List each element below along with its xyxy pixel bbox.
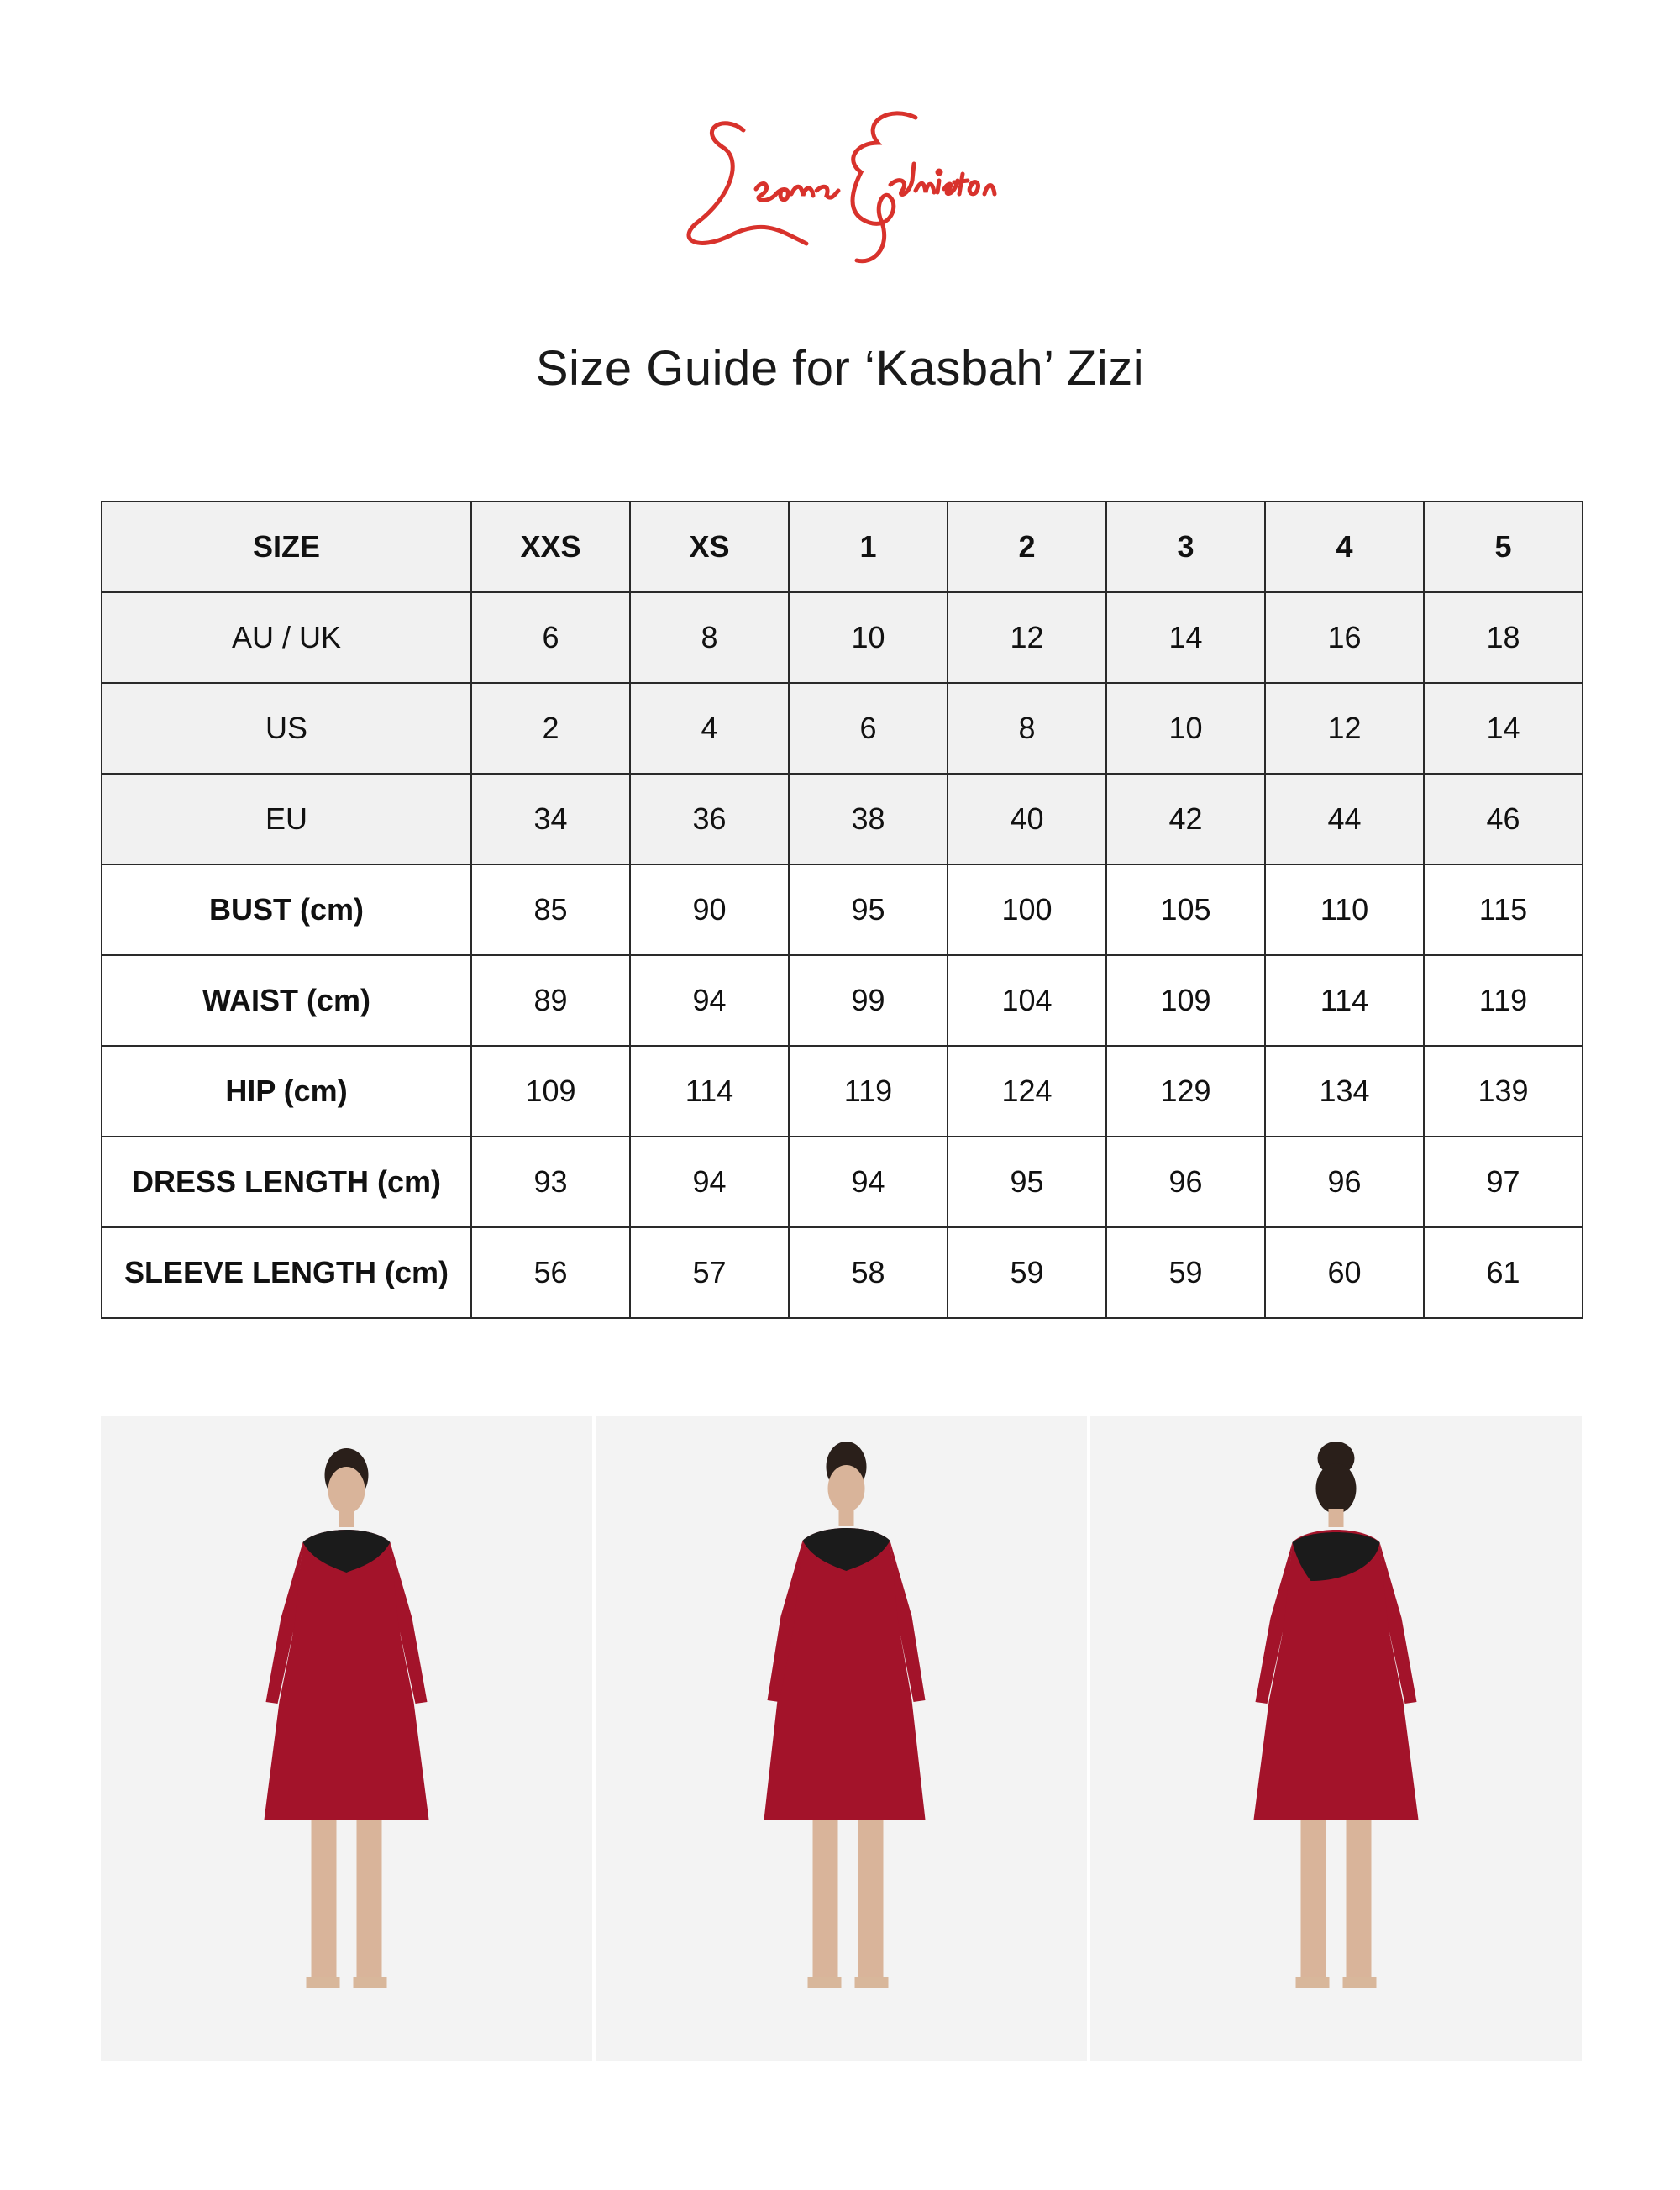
table-cell: 36	[630, 774, 789, 864]
row-label: US	[102, 683, 471, 774]
table-row	[102, 1227, 1583, 1318]
table-cell: 95	[789, 864, 948, 955]
model-angled-image	[596, 1416, 1087, 2061]
table-cell: 40	[948, 774, 1106, 864]
table-cell: 59	[948, 1227, 1106, 1318]
table-cell: 8	[948, 683, 1106, 774]
table-cell: 94	[630, 1137, 789, 1227]
table-header-row	[102, 502, 1583, 592]
brand-logo	[664, 97, 1016, 281]
row-label: AU / UK	[102, 592, 471, 683]
table-cell: 14	[1106, 592, 1265, 683]
table-cell: 90	[630, 864, 789, 955]
table-cell: 96	[1265, 1137, 1424, 1227]
table-cell: 119	[1424, 955, 1583, 1046]
table-cell: 85	[471, 864, 630, 955]
table-cell: 38	[789, 774, 948, 864]
table-cell: 8	[630, 592, 789, 683]
table-cell: 139	[1424, 1046, 1583, 1137]
table-cell: 12	[1265, 683, 1424, 774]
header-cell: 1	[789, 502, 948, 592]
table-row	[102, 683, 1583, 774]
row-label: DRESS LENGTH (cm)	[102, 1137, 471, 1227]
row-label: HIP (cm)	[102, 1046, 471, 1137]
table-cell: 119	[789, 1046, 948, 1137]
row-label: SLEEVE LENGTH (cm)	[102, 1227, 471, 1318]
table-cell: 12	[948, 592, 1106, 683]
table-row	[102, 864, 1583, 955]
table-row	[102, 1137, 1583, 1227]
table-cell: 99	[789, 955, 948, 1046]
table-row	[102, 1046, 1583, 1137]
table-cell: 4	[630, 683, 789, 774]
table-cell: 96	[1106, 1137, 1265, 1227]
header-cell: 5	[1424, 502, 1583, 592]
table-cell: 94	[789, 1137, 948, 1227]
table-body	[102, 592, 1583, 1318]
table-cell: 105	[1106, 864, 1265, 955]
photo-front	[101, 1416, 592, 2061]
table-cell: 89	[471, 955, 630, 1046]
table-cell: 44	[1265, 774, 1424, 864]
table-cell: 16	[1265, 592, 1424, 683]
row-label: BUST (cm)	[102, 864, 471, 955]
table-cell: 104	[948, 955, 1106, 1046]
table-cell: 42	[1106, 774, 1265, 864]
table-cell: 6	[789, 683, 948, 774]
header-cell: 2	[948, 502, 1106, 592]
table-cell: 100	[948, 864, 1106, 955]
table-cell: 34	[471, 774, 630, 864]
table-cell: 129	[1106, 1046, 1265, 1137]
table-cell: 6	[471, 592, 630, 683]
table-cell: 10	[789, 592, 948, 683]
table-cell: 10	[1106, 683, 1265, 774]
table-cell: 93	[471, 1137, 630, 1227]
table-cell: 124	[948, 1046, 1106, 1137]
table-cell: 109	[471, 1046, 630, 1137]
table-cell: 114	[630, 1046, 789, 1137]
brand-logo-script	[664, 97, 1016, 281]
table-cell: 58	[789, 1227, 948, 1318]
product-photos	[101, 1416, 1582, 2061]
table-cell: 18	[1424, 592, 1583, 683]
table-cell: 95	[948, 1137, 1106, 1227]
table-cell: 14	[1424, 683, 1583, 774]
table-cell: 115	[1424, 864, 1583, 955]
table-cell: 59	[1106, 1227, 1265, 1318]
table-cell: 109	[1106, 955, 1265, 1046]
table-cell: 60	[1265, 1227, 1424, 1318]
table-cell: 114	[1265, 955, 1424, 1046]
header-cell: XS	[630, 502, 789, 592]
table-cell: 134	[1265, 1046, 1424, 1137]
table-cell: 97	[1424, 1137, 1583, 1227]
header-cell: 4	[1265, 502, 1424, 592]
page-title: Size Guide for ‘Kasbah’ Zizi	[535, 341, 1145, 396]
model-front-image	[101, 1416, 592, 2061]
table-cell: 110	[1265, 864, 1424, 955]
table-row	[102, 592, 1583, 683]
model-back-image	[1090, 1416, 1582, 2061]
table-row	[102, 774, 1583, 864]
header-cell: 3	[1106, 502, 1265, 592]
table-cell: 61	[1424, 1227, 1583, 1318]
header-cell: XXS	[471, 502, 630, 592]
photo-back	[1087, 1416, 1582, 2061]
table-cell: 46	[1424, 774, 1583, 864]
table-cell: 2	[471, 683, 630, 774]
table-row	[102, 955, 1583, 1046]
row-label: EU	[102, 774, 471, 864]
table-cell: 94	[630, 955, 789, 1046]
header-cell: SIZE	[102, 502, 471, 592]
table-cell: 56	[471, 1227, 630, 1318]
photo-front-angled	[592, 1416, 1087, 2061]
size-table	[101, 501, 1583, 1319]
row-label: WAIST (cm)	[102, 955, 471, 1046]
table-cell: 57	[630, 1227, 789, 1318]
